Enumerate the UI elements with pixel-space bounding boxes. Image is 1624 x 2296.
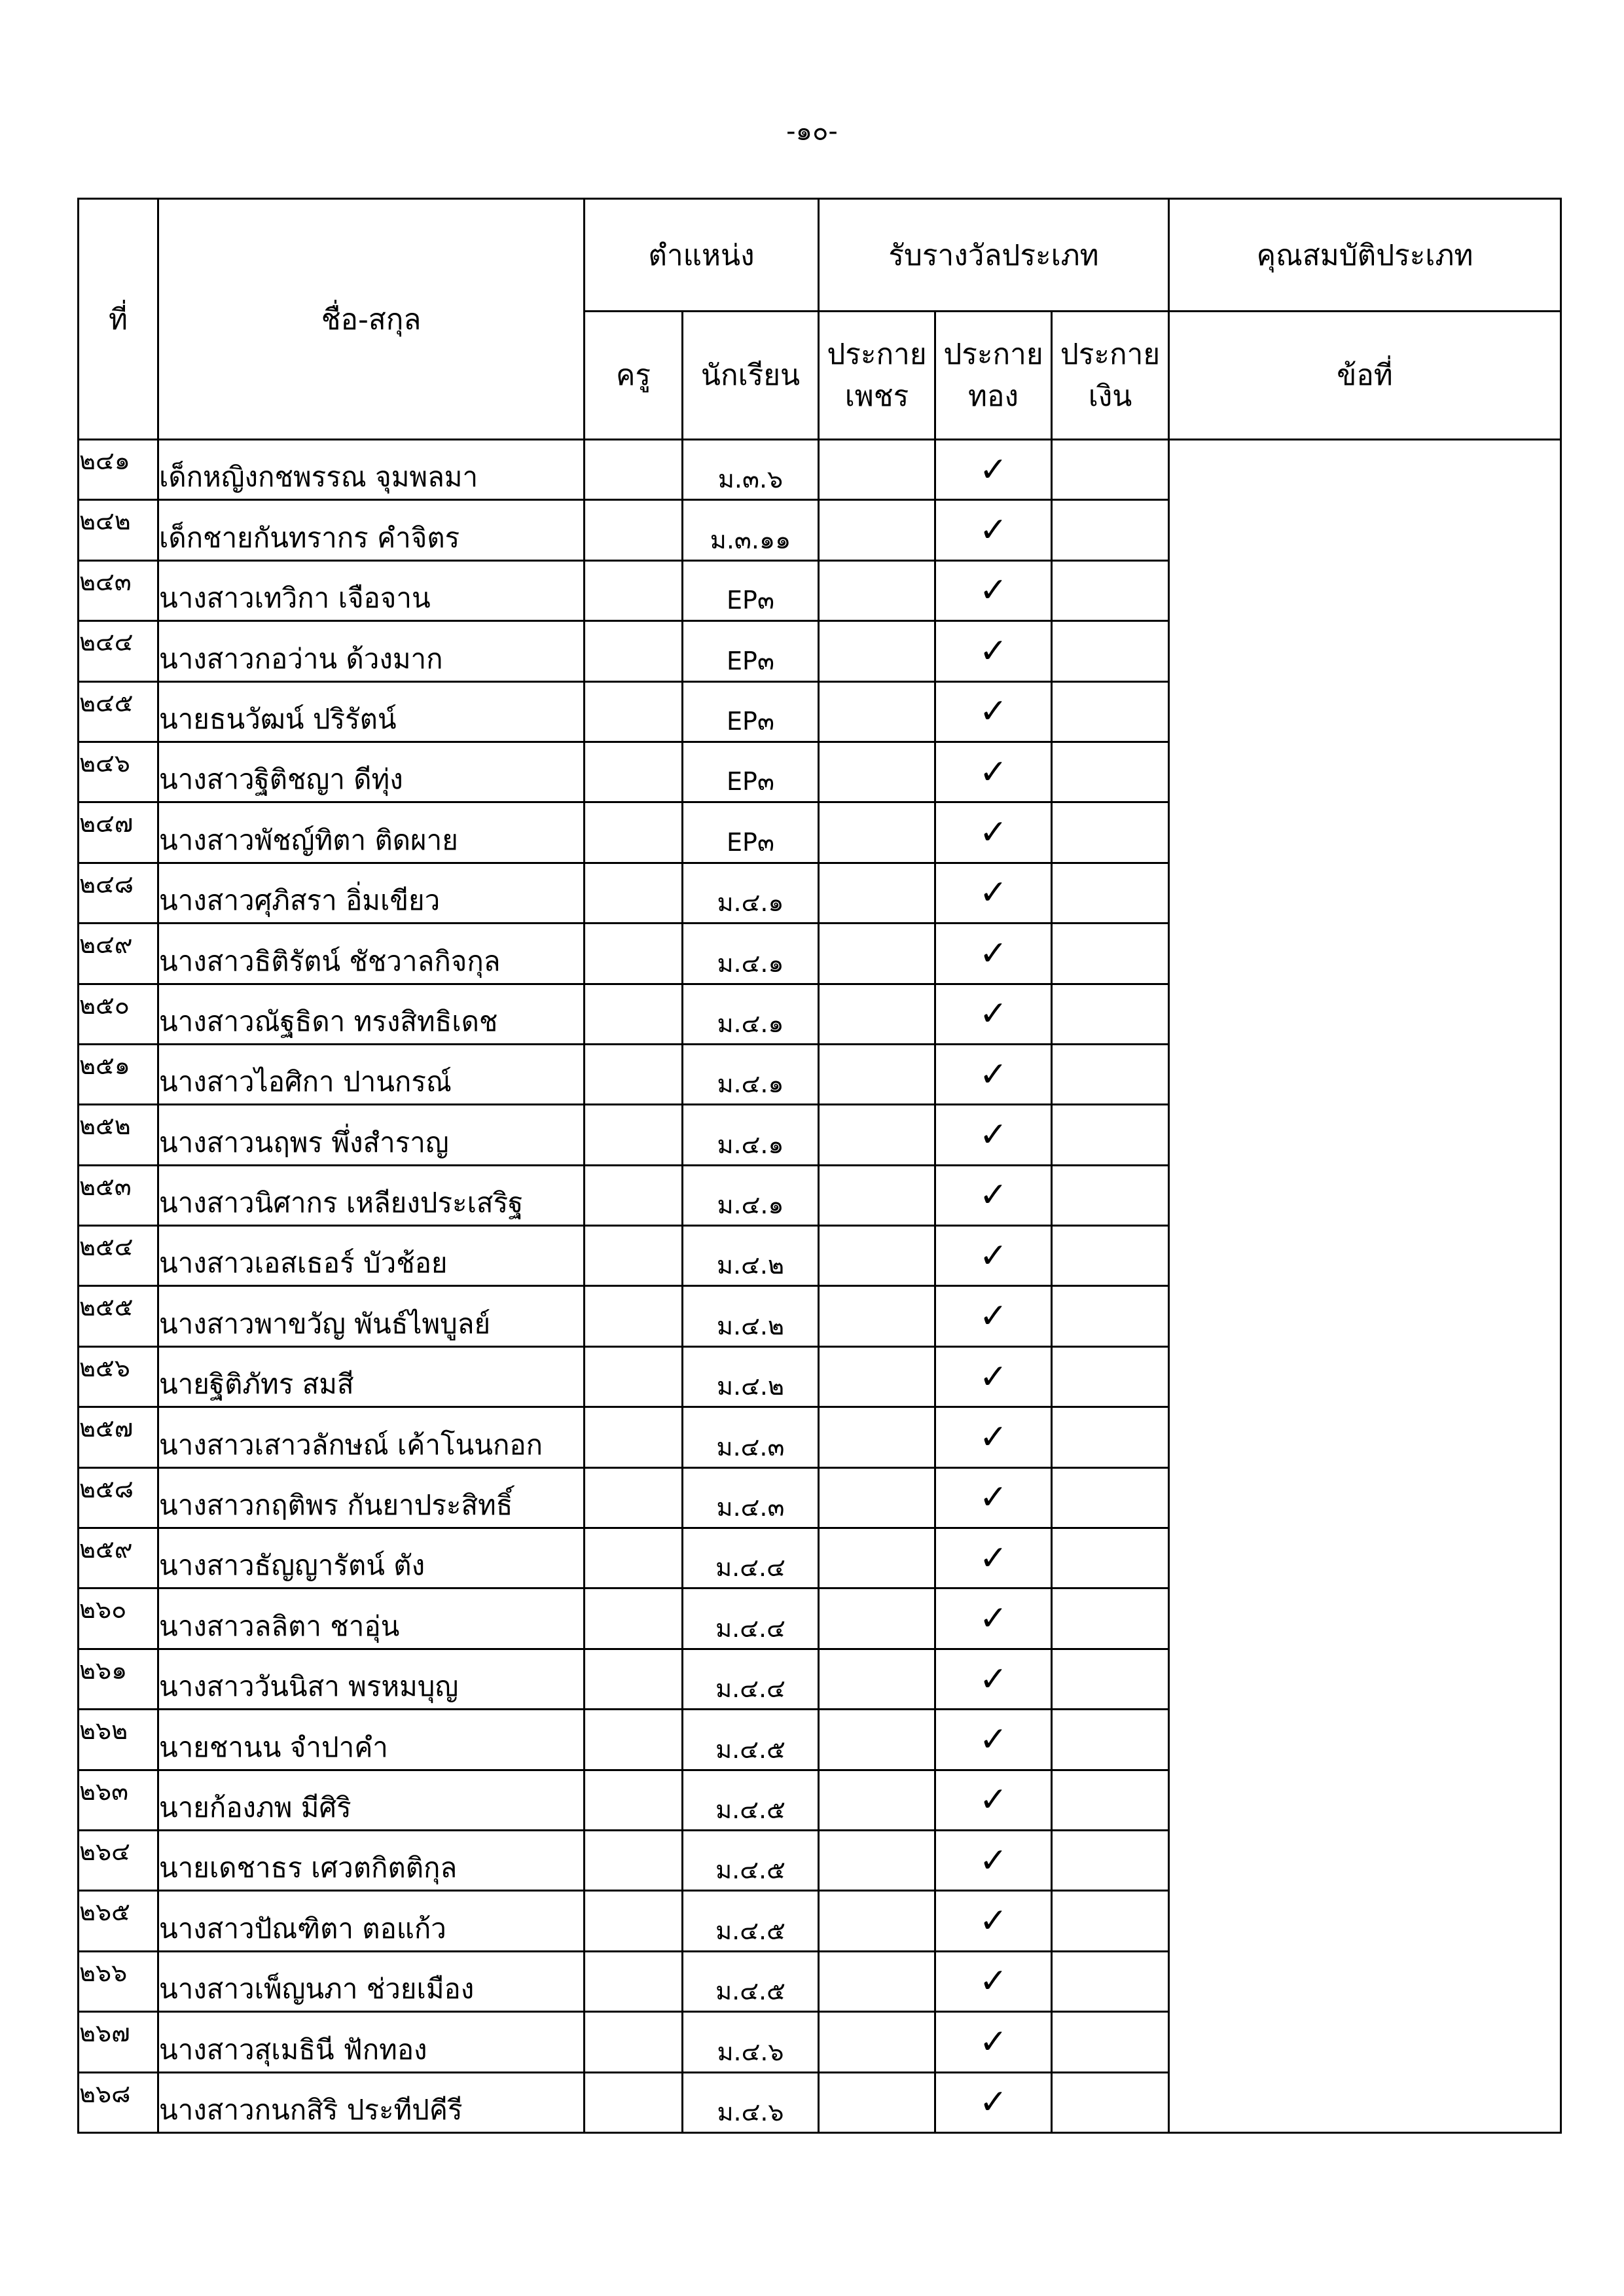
row-diamond [819, 1346, 935, 1407]
award-table [77, 198, 1562, 2134]
row-number: ๒๔๑ [79, 440, 158, 500]
row-teacher [585, 1407, 683, 1467]
row-number: ๒๔๘ [79, 863, 158, 923]
row-gold: ✓ [935, 1830, 1052, 1890]
row-number: ๒๖๑ [79, 1649, 158, 1709]
header-gold [935, 312, 1052, 440]
row-silver [1052, 863, 1169, 923]
row-gold: ✓ [935, 1951, 1052, 2011]
row-diamond [819, 1951, 935, 2011]
row-gold: ✓ [935, 1407, 1052, 1467]
row-silver [1052, 2012, 1169, 2072]
row-name: นางสาวสุเมธินี ฟักทอง [158, 2012, 585, 2072]
table-header [79, 199, 1561, 440]
row-diamond [819, 1467, 935, 1528]
row-gold: ✓ [935, 1588, 1052, 1649]
row-gold: ✓ [935, 1649, 1052, 1709]
row-silver [1052, 1165, 1169, 1225]
row-student-class: ม.๔.๔ [683, 1528, 819, 1588]
row-silver [1052, 440, 1169, 500]
header-diamond [819, 312, 935, 440]
row-silver [1052, 1286, 1169, 1346]
header-silver-line1: ประกาย [1060, 337, 1161, 371]
row-student-class: ม.๓.๖ [683, 440, 819, 500]
row-teacher [585, 863, 683, 923]
row-diamond [819, 440, 935, 500]
row-silver [1052, 1770, 1169, 1830]
row-silver [1052, 802, 1169, 863]
row-gold: ✓ [935, 2012, 1052, 2072]
row-student-class: ม.๔.๕ [683, 1951, 819, 2011]
row-silver [1052, 1105, 1169, 1165]
row-name: นางสาวณัฐธิดา ทรงสิทธิเดช [158, 984, 585, 1044]
row-diamond [819, 621, 935, 681]
qualification-item-cell [1169, 440, 1561, 2133]
row-diamond [819, 984, 935, 1044]
header-silver [1052, 312, 1169, 440]
row-teacher [585, 440, 683, 500]
row-student-class: ม.๔.๑ [683, 1044, 819, 1104]
row-student-class: ม.๔.๒ [683, 1286, 819, 1346]
row-diamond [819, 2012, 935, 2072]
header-gold-line2: ทอง [968, 379, 1019, 413]
row-diamond [819, 1528, 935, 1588]
row-student-class: ม.๔.๑ [683, 863, 819, 923]
row-silver [1052, 681, 1169, 742]
row-diamond [819, 1286, 935, 1346]
row-student-class: ม.๔.๔ [683, 1649, 819, 1709]
row-gold: ✓ [935, 984, 1052, 1044]
row-number: ๒๖๔ [79, 1830, 158, 1890]
row-student-class: ม.๔.๓ [683, 1467, 819, 1528]
row-silver [1052, 1891, 1169, 1951]
row-gold: ✓ [935, 621, 1052, 681]
row-teacher [585, 621, 683, 681]
row-gold: ✓ [935, 560, 1052, 620]
row-teacher [585, 1105, 683, 1165]
row-student-class: ม.๔.๖ [683, 2072, 819, 2132]
row-diamond [819, 1830, 935, 1890]
row-student-class: ม.๓.๑๑ [683, 500, 819, 560]
row-student-class: ม.๔.๕ [683, 1770, 819, 1830]
row-teacher [585, 742, 683, 802]
row-student-class: ม.๔.๕ [683, 1710, 819, 1770]
row-gold: ✓ [935, 1165, 1052, 1225]
row-student-class: EP๓ [683, 621, 819, 681]
row-gold: ✓ [935, 863, 1052, 923]
row-diamond [819, 802, 935, 863]
row-gold: ✓ [935, 1226, 1052, 1286]
row-diamond [819, 681, 935, 742]
row-diamond [819, 1710, 935, 1770]
row-teacher [585, 2012, 683, 2072]
row-number: ๒๖๒ [79, 1710, 158, 1770]
header-position: ตำแหน่ง [585, 199, 819, 312]
row-name: นางสาวศุภิสรา อิ่มเขียว [158, 863, 585, 923]
row-silver [1052, 1467, 1169, 1528]
row-number: ๒๕๓ [79, 1165, 158, 1225]
row-student-class: ม.๔.๔ [683, 1588, 819, 1649]
row-silver [1052, 500, 1169, 560]
row-silver [1052, 621, 1169, 681]
row-diamond [819, 1105, 935, 1165]
row-gold: ✓ [935, 1770, 1052, 1830]
row-number: ๒๖๕ [79, 1891, 158, 1951]
row-diamond [819, 1770, 935, 1830]
row-number: ๒๕๘ [79, 1467, 158, 1528]
row-student-class: ม.๔.๑ [683, 984, 819, 1044]
row-number: ๒๖๓ [79, 1770, 158, 1830]
row-silver [1052, 560, 1169, 620]
row-name: นางสาวปัณฑิตา ตอแก้ว [158, 1891, 585, 1951]
row-name: นางสาวกอว่าน ด้วงมาก [158, 621, 585, 681]
row-diamond [819, 1226, 935, 1286]
row-silver [1052, 1346, 1169, 1407]
row-gold: ✓ [935, 802, 1052, 863]
row-gold: ✓ [935, 924, 1052, 984]
row-teacher [585, 924, 683, 984]
row-teacher [585, 1286, 683, 1346]
row-number: ๒๕๕ [79, 1286, 158, 1346]
row-gold: ✓ [935, 1286, 1052, 1346]
row-number: ๒๔๕ [79, 681, 158, 742]
row-diamond [819, 1165, 935, 1225]
row-teacher [585, 1649, 683, 1709]
row-teacher [585, 1770, 683, 1830]
row-name: นายก้องภพ มีศิริ [158, 1770, 585, 1830]
row-number: ๒๕๔ [79, 1226, 158, 1286]
row-silver [1052, 1044, 1169, 1104]
header-diamond-line1: ประกาย [827, 337, 927, 371]
row-teacher [585, 1951, 683, 2011]
row-student-class: ม.๔.๒ [683, 1226, 819, 1286]
row-name: นายเดชาธร เศวตกิตติกุล [158, 1830, 585, 1890]
row-gold: ✓ [935, 1467, 1052, 1528]
row-number: ๒๕๗ [79, 1407, 158, 1467]
row-name: นางสาวนิศากร เหลียงประเสริฐ [158, 1165, 585, 1225]
row-teacher [585, 984, 683, 1044]
row-silver [1052, 1710, 1169, 1770]
row-teacher [585, 1044, 683, 1104]
header-diamond-line2: เพชร [844, 379, 909, 413]
row-name: นางสาวไอศิกา ปานกรณ์ [158, 1044, 585, 1104]
row-name: นางสาวเพ็ญนภา ช่วยเมือง [158, 1951, 585, 2011]
row-number: ๒๕๒ [79, 1105, 158, 1165]
row-gold: ✓ [935, 1710, 1052, 1770]
row-name: เด็กชายกันทรากร คำจิตร [158, 500, 585, 560]
row-name: นางสาวธัญญารัตน์ ตัง [158, 1528, 585, 1588]
header-teacher: ครู [585, 312, 683, 440]
header-name: ชื่อ-สกุล [158, 199, 585, 440]
header-qualification-type: คุณสมบัติประเภท [1169, 199, 1561, 312]
row-number: ๒๕๐ [79, 984, 158, 1044]
row-diamond [819, 1588, 935, 1649]
row-teacher [585, 1346, 683, 1407]
header-gold-line1: ประกาย [943, 337, 1043, 371]
row-name: นางสาวกนกสิริ ประทีปคีรี [158, 2072, 585, 2132]
row-silver [1052, 1951, 1169, 2011]
row-student-class: ม.๔.๒ [683, 1346, 819, 1407]
row-diamond [819, 1407, 935, 1467]
row-name: นางสาวลลิตา ชาอุ่น [158, 1588, 585, 1649]
row-teacher [585, 500, 683, 560]
row-student-class: EP๓ [683, 742, 819, 802]
row-gold: ✓ [935, 1044, 1052, 1104]
row-number: ๒๕๑ [79, 1044, 158, 1104]
row-student-class: EP๓ [683, 681, 819, 742]
row-teacher [585, 1467, 683, 1528]
row-teacher [585, 1226, 683, 1286]
row-number: ๒๖๐ [79, 1588, 158, 1649]
row-silver [1052, 1407, 1169, 1467]
row-number: ๒๔๓ [79, 560, 158, 620]
row-teacher [585, 1891, 683, 1951]
row-student-class: EP๓ [683, 560, 819, 620]
row-name: นางสาวนฤพร พึ่งสำราญ [158, 1105, 585, 1165]
header-silver-line2: เงิน [1088, 379, 1132, 413]
row-diamond [819, 500, 935, 560]
row-number: ๒๔๙ [79, 924, 158, 984]
row-student-class: ม.๔.๑ [683, 1105, 819, 1165]
row-number: ๒๔๖ [79, 742, 158, 802]
row-diamond [819, 924, 935, 984]
row-name: นางสาวเทวิกา เจือจาน [158, 560, 585, 620]
row-teacher [585, 681, 683, 742]
row-gold: ✓ [935, 440, 1052, 500]
row-name: นายธนวัฒน์ ปริรัตน์ [158, 681, 585, 742]
row-teacher [585, 1528, 683, 1588]
row-diamond [819, 863, 935, 923]
row-student-class: ม.๔.๑ [683, 1165, 819, 1225]
row-name: นางสาวกฤติพร กันยาประสิทธิ์ [158, 1467, 585, 1528]
row-silver [1052, 1588, 1169, 1649]
row-name: นางสาววันนิสา พรหมบุญ [158, 1649, 585, 1709]
row-diamond [819, 560, 935, 620]
row-number: ๒๖๖ [79, 1951, 158, 2011]
row-name: นางสาวธิติรัตน์ ชัชวาลกิจกุล [158, 924, 585, 984]
table-row [79, 440, 1561, 500]
row-name: นางสาวฐิติชญา ดีทุ่ง [158, 742, 585, 802]
header-item: ข้อที่ [1169, 312, 1561, 440]
row-number: ๒๕๖ [79, 1346, 158, 1407]
row-teacher [585, 1710, 683, 1770]
row-diamond [819, 742, 935, 802]
row-diamond [819, 1044, 935, 1104]
row-silver [1052, 1528, 1169, 1588]
row-teacher [585, 802, 683, 863]
row-teacher [585, 1830, 683, 1890]
row-student-class: ม.๔.๓ [683, 1407, 819, 1467]
row-gold: ✓ [935, 500, 1052, 560]
row-number: ๒๔๔ [79, 621, 158, 681]
row-gold: ✓ [935, 1528, 1052, 1588]
row-silver [1052, 742, 1169, 802]
row-number: ๒๕๙ [79, 1528, 158, 1588]
row-name: นางสาวเอสเธอร์ บัวช้อย [158, 1226, 585, 1286]
row-student-class: ม.๔.๕ [683, 1891, 819, 1951]
row-gold: ✓ [935, 1346, 1052, 1407]
row-silver [1052, 2072, 1169, 2132]
row-diamond [819, 1649, 935, 1709]
row-student-class: ม.๔.๖ [683, 2012, 819, 2072]
header-student: นักเรียน [683, 312, 819, 440]
row-number: ๒๖๘ [79, 2072, 158, 2132]
row-diamond [819, 2072, 935, 2132]
row-number: ๒๖๗ [79, 2012, 158, 2072]
header-no: ที่ [79, 199, 158, 440]
row-silver [1052, 1830, 1169, 1890]
table-body [79, 440, 1561, 2133]
row-name: เด็กหญิงกชพรรณ จุมพลมา [158, 440, 585, 500]
page-number: -๑๐- [786, 117, 838, 147]
header-award-type: รับรางวัลประเภท [819, 199, 1169, 312]
row-gold: ✓ [935, 742, 1052, 802]
row-student-class: ม.๔.๑ [683, 924, 819, 984]
row-name: นางสาวเสาวลักษณ์ เค้าโนนกอก [158, 1407, 585, 1467]
row-gold: ✓ [935, 681, 1052, 742]
row-diamond [819, 1891, 935, 1951]
row-gold: ✓ [935, 1891, 1052, 1951]
row-student-class: EP๓ [683, 802, 819, 863]
row-teacher [585, 1165, 683, 1225]
row-silver [1052, 1226, 1169, 1286]
row-teacher [585, 560, 683, 620]
row-gold: ✓ [935, 2072, 1052, 2132]
row-silver [1052, 1649, 1169, 1709]
row-teacher [585, 1588, 683, 1649]
row-name: นางสาวพัชญ์ทิตา ติดผาย [158, 802, 585, 863]
row-name: นายฐิติภัทร สมสี [158, 1346, 585, 1407]
row-name: นายชานน จำปาคำ [158, 1710, 585, 1770]
row-gold: ✓ [935, 1105, 1052, 1165]
row-number: ๒๔๗ [79, 802, 158, 863]
row-student-class: ม.๔.๕ [683, 1830, 819, 1890]
row-silver [1052, 924, 1169, 984]
row-teacher [585, 2072, 683, 2132]
row-name: นางสาวพาขวัญ พันธ์ไพบูลย์ [158, 1286, 585, 1346]
row-number: ๒๔๒ [79, 500, 158, 560]
row-silver [1052, 984, 1169, 1044]
